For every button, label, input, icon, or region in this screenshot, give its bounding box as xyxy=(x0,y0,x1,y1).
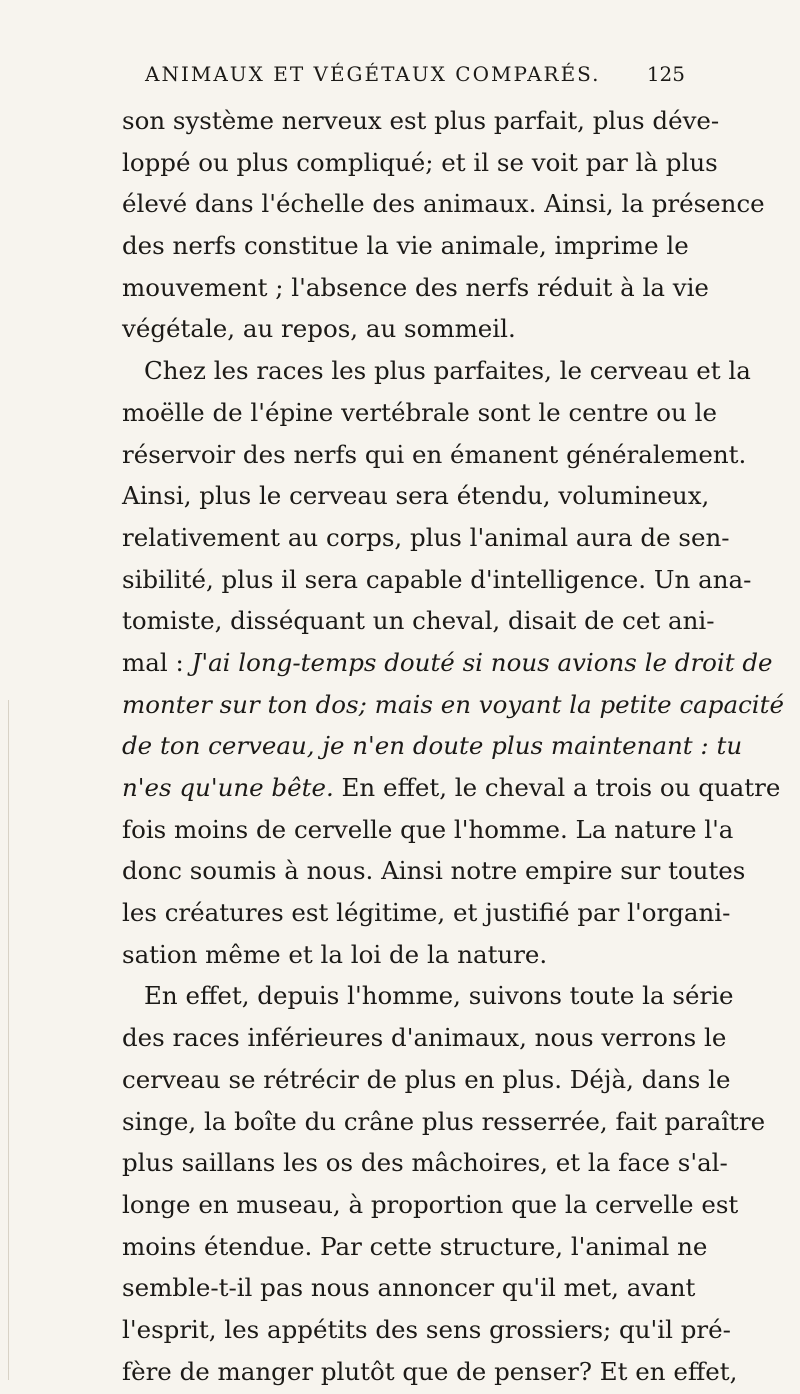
text-line xyxy=(122,684,784,726)
text-line: fois moins de cervelle que l'homme. La nature l'a xyxy=(122,814,734,844)
running-head xyxy=(145,62,685,98)
text-line: sibilité, plus il sera capable d'intelligence. Un ana- xyxy=(122,564,752,594)
text-line: les créatures est légitime, et justifié par l'organi- xyxy=(122,898,731,928)
paragraph-start-line: Chez les races les plus parfaites, le cerveau et la xyxy=(144,356,751,386)
text-line: sation même et la loi de la nature. xyxy=(122,939,548,969)
text-line: relativement au corps, plus l'animal aura de sen- xyxy=(122,522,730,552)
page-edge-shadow xyxy=(8,700,9,1380)
text-line: n'es qu'une bête. En effet, le cheval a trois ou quatre xyxy=(122,773,781,802)
quotation-italic: J'ai long-temps douté si nous avions le droit de xyxy=(191,647,773,677)
text-line: Ainsi, plus le cerveau sera étendu, volumineux, xyxy=(122,481,710,511)
text-line: moëlle de l'épine vertébrale sont le centre ou le xyxy=(122,397,717,427)
text-line: cerveau se rétrécir de plus en plus. Déjà, dans le xyxy=(122,1064,731,1094)
text-line: donc soumis à nous. Ainsi notre empire sur toutes xyxy=(122,856,746,886)
text-line: l'esprit, les appétits des sens grossiers; qu'il pré- xyxy=(122,1314,731,1344)
text-line: mouvement ; l'absence des nerfs réduit à la vie xyxy=(122,272,709,302)
text-line: élevé dans l'échelle des animaux. Ainsi, la présence xyxy=(122,189,765,219)
text-line: moins étendue. Par cette structure, l'animal ne xyxy=(122,1231,708,1261)
quotation-italic: de ton cerveau, je n'en doute plus maintenant : tu xyxy=(122,731,743,761)
text-line: des races inférieures d'animaux, nous verrons le xyxy=(122,1023,727,1053)
paragraph-start-line: En effet, depuis l'homme, suivons toute la série xyxy=(144,981,734,1011)
text-line: loppé ou plus compliqué; et il se voit par là plus xyxy=(122,147,718,177)
text-line: végétale, au repos, au sommeil. xyxy=(122,314,516,344)
text-line: tomiste, disséquant un cheval, disait de cet ani- xyxy=(122,606,715,636)
text-line: semble-t-il pas nous annoncer qu'il met, avant xyxy=(122,1273,696,1303)
text-line: des nerfs constitue la vie animale, imprime le xyxy=(122,231,689,261)
text-line: plus saillans les os des mâchoires, et la face s'al- xyxy=(122,1148,728,1178)
running-title: ANIMAUX ET VÉGÉTAUX COMPARÉS. xyxy=(145,62,601,86)
text-line: fère de manger plutôt que de penser? Et en effet, xyxy=(122,1356,738,1386)
quotation-italic: monter sur ton dos; mais en voyant la petite capacité xyxy=(122,689,784,719)
page-number: 125 xyxy=(646,62,685,86)
text-line: singe, la boîte du crâne plus resserrée, fait paraître xyxy=(122,1106,766,1136)
quotation-italic: n'es qu'une bête. xyxy=(122,773,334,802)
text-line: longe en museau, à proportion que la cervelle est xyxy=(122,1189,739,1219)
text-line: réservoir des nerfs qui en émanent généralement. xyxy=(122,439,747,469)
text-line: mal : J'ai long-temps douté si nous avions le droit de xyxy=(122,647,773,677)
text-line: son système nerveux est plus parfait, plus déve- xyxy=(122,106,720,135)
body-text xyxy=(122,100,784,1392)
text-line xyxy=(122,725,743,767)
